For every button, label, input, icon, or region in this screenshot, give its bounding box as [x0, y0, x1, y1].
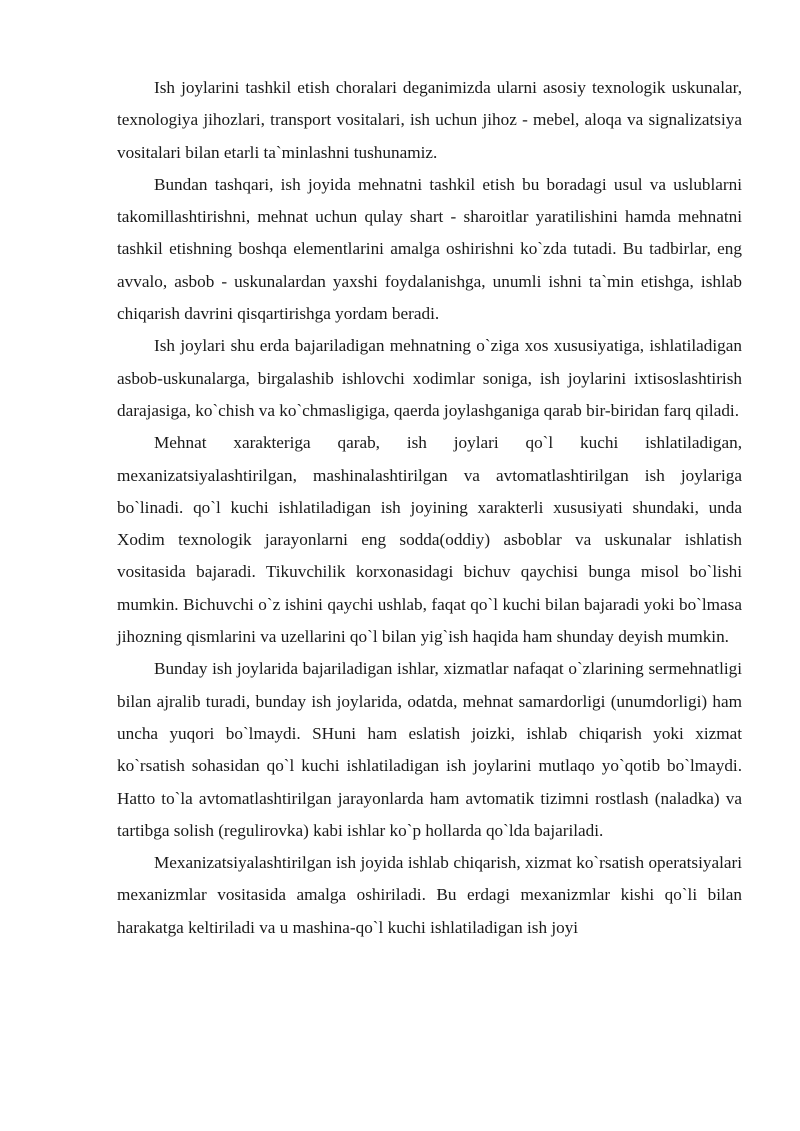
document-page [117, 72, 742, 944]
paragraph-1: Ish joylarini tashkil etish choralari deganimizda ularni asosiy texnologik uskunalar, texnologiya jihozlari, transport vositalari, ish uchun jihoz - mebel, aloqa va signalizatsiya vositalari bilan etarli ta`minlashni tushunamiz. [117, 78, 742, 162]
paragraph-6: Mexanizatsiyalashtirilgan ish joyida ishlab chiqarish, xizmat ko`rsatish operatsiyalari mexanizmlar vositasida amalga oshiriladi. Bu erdagi mexanizmlar kishi qo`li bilan harakatga keltiriladi va u mashina-qo`l kuchi ishlatiladigan ish joyi [117, 853, 742, 937]
paragraph-5: Bunday ish joylarida bajariladigan ishlar, xizmatlar nafaqat o`zlarining sermehnatligi bilan ajralib turadi, bunday ish joylarida, odatda, mehnat samardorligi (unumdorligi) ham uncha yuqori bo`lmaydi. SHuni ham eslatish joizki, ishlab chiqarish yoki xizmat ko`rsatish sohasidan qo`l kuchi ishlatiladigan ish joylarini mutlaqo yo`qotib bo`lmaydi. Hatto to`la avtomatlashtirilgan jarayonlarda ham avtomatik tizimni rostlash (naladka) va tartibga solish (regulirovka) kabi ishlar ko`p hollarda qo`lda bajariladi. [117, 659, 742, 840]
paragraph-2: Bundan tashqari, ish joyida mehnatni tashkil etish bu boradagi usul va uslublarni takomillashtirishni, mehnat uchun qulay shart - sharoitlar yaratilishini hamda mehnatni tashkil etishning boshqa elementlarini amalga oshirishni ko`zda tutadi. Bu tadbirlar, eng avvalo, asbob - uskunalardan yaxshi foydalanishga, unumli ishni ta`min etishga, ishlab chiqarish davrini qisqartirishga yordam beradi. [117, 174, 742, 324]
paragraph-4: Mehnat xarakteriga qarab, ish joylari qo`l kuchi ishlatiladigan, mexanizatsiyalashtirilgan, mashinalashtirilgan va avtomatlashtirilgan ish joylariga bo`linadi. qo`l kuchi ishlatiladigan ish joyining xarakterli xususiyati shundaki, unda Xodim texnologik jarayonlarni eng sodda(oddiy) asboblar va uskunalar ishlatish vositasida bajaradi. Tikuvchilik korxonasidagi bichuv qaychisi bunga misol bo`lishi mumkin. Bichuvchi o`z ishini qaychi ushlab, faqat qo`l kuchi bilan bajaradi yoki bo`lmasa jihozning qismlarini va uzellarini qo`l bilan yig`ish haqida ham shunday deyish mumkin. [117, 433, 742, 647]
paragraph-3: Ish joylari shu erda bajariladigan mehnatning o`ziga xos xususiyatiga, ishlatiladigan asbob-uskunalarga, birgalashib ishlovchi xodimlar soniga, ish joylarini ixtisoslashtirish darajasiga, ko`chish va ko`chmasligiga, qaerda joylashganiga qarab bir-biridan farq qiladi. [117, 336, 742, 420]
